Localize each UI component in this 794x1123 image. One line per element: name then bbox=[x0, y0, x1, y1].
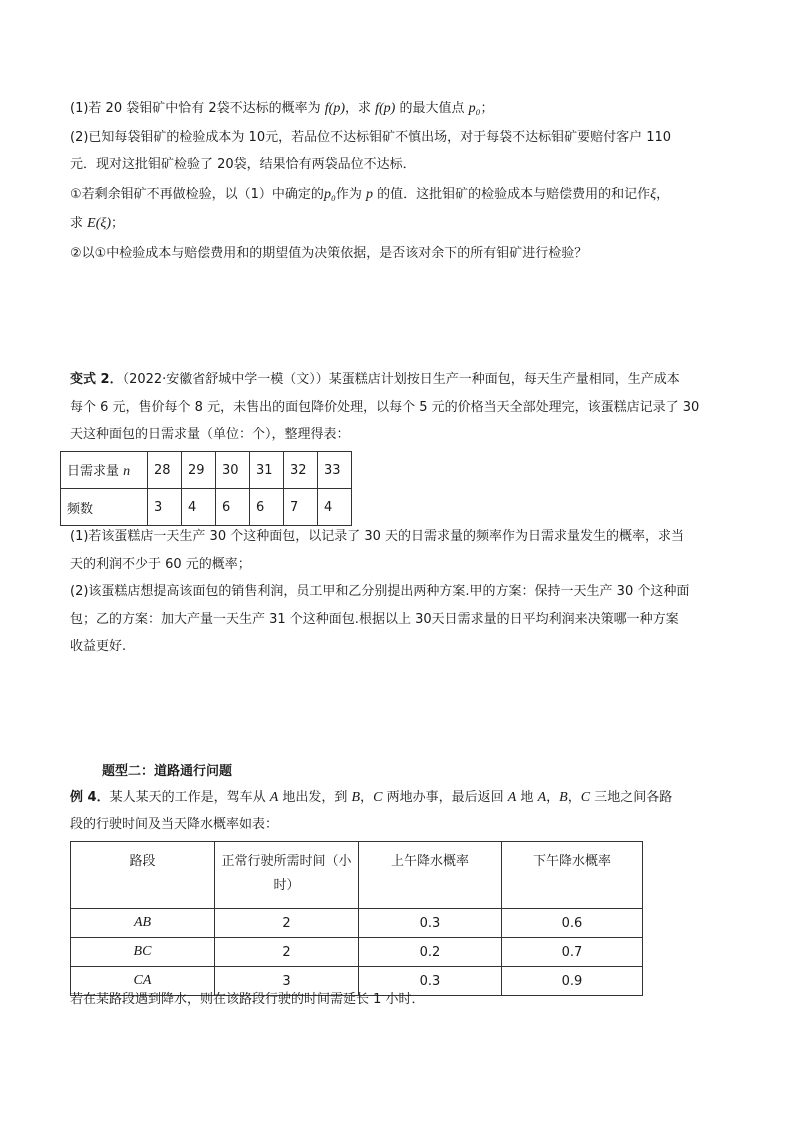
example4-note: 若在某路段遇到降水，则在该路段行驶的时间需延长 1 小时． bbox=[70, 992, 425, 1007]
math-exi: E(ξ) bbox=[87, 216, 112, 231]
text: ①若剩余钼矿不再做检验，以（1）中确定的 bbox=[70, 187, 324, 202]
table-cell: 4 bbox=[318, 489, 352, 526]
math-xi: ξ bbox=[650, 187, 657, 202]
variant2-line2: 每个 6 元，售价每个 8 元，未售出的面包降价处理，以每个 5 元的价格当天全部处理完，该蛋糕店记录了 30 bbox=[70, 400, 700, 415]
text: ； bbox=[480, 101, 494, 116]
math-B: B bbox=[559, 790, 568, 805]
section-heading: 题型二：道路通行问题 bbox=[102, 764, 233, 779]
table-row bbox=[71, 909, 643, 938]
math-B: B bbox=[351, 790, 361, 805]
table-cell: 29 bbox=[182, 452, 216, 489]
problem1-sub2: ②以①中检验成本与赔偿费用和的期望值为决策依据，是否该对余下的所有钼矿进行检验？ bbox=[70, 246, 588, 261]
table-cell: 0.2 bbox=[359, 938, 502, 967]
text: 两地办事，最后返回 bbox=[382, 790, 508, 805]
table-cell: 0.3 bbox=[359, 967, 502, 996]
table-cell: 7 bbox=[284, 489, 318, 526]
example4-line1 bbox=[70, 789, 740, 807]
table-cell: 3 bbox=[215, 967, 359, 996]
text: ， bbox=[656, 187, 670, 202]
header-text: 正常行驶所需时间（小 bbox=[221, 854, 352, 869]
problem1-sub1-line1 bbox=[70, 186, 740, 204]
text: 求 bbox=[70, 216, 88, 231]
table-header-row bbox=[71, 842, 643, 909]
table-cell: 0.9 bbox=[502, 967, 643, 996]
variant2-question1-line1: (1)若该蛋糕店一天生产 30 个这种面包，以记录了 30 天的日需求量的频率作为日需求量发生的概率，求当 bbox=[70, 529, 685, 544]
text: 地 bbox=[516, 790, 538, 805]
table-cell: CA bbox=[71, 967, 215, 996]
math-C: C bbox=[373, 790, 383, 805]
problem1-question1 bbox=[70, 100, 740, 118]
text: 某人某天的工作是，驾车从 bbox=[109, 790, 270, 805]
problem1-sub1-line2 bbox=[70, 215, 740, 233]
table-row bbox=[61, 452, 352, 489]
demand-frequency-table bbox=[60, 451, 352, 526]
variant2-line3: 天这种面包的日需求量（单位：个），整理得表： bbox=[70, 427, 350, 442]
variant2-label: 变式 2． bbox=[70, 372, 123, 387]
table-header-cell: 下午降水概率 bbox=[502, 842, 643, 909]
math-p0: p₀ bbox=[468, 101, 481, 116]
table-cell: BC bbox=[71, 938, 215, 967]
variant2-question2-line2: 包；乙的方案：加大产量一天生产 31 个这种面包.根据以上 30天日需求量的日平均利润来决策哪一种方案 bbox=[70, 612, 679, 627]
table-cell: 30 bbox=[216, 452, 250, 489]
math-A: A bbox=[507, 790, 517, 805]
table-header-cell bbox=[61, 452, 148, 489]
table-cell: 6 bbox=[216, 489, 250, 526]
header-text: 时） bbox=[273, 878, 300, 893]
table-cell: 32 bbox=[284, 452, 318, 489]
table-cell: 0.6 bbox=[502, 909, 643, 938]
variant2-line1 bbox=[70, 371, 740, 389]
math-A: A bbox=[537, 790, 547, 805]
table-cell: 33 bbox=[318, 452, 352, 489]
road-segment-table bbox=[70, 841, 643, 996]
math-n: n bbox=[123, 464, 131, 479]
problem1-question2-line2: 元．现对这批钼矿检验了 20袋，结果恰有两袋品位不达标． bbox=[70, 157, 416, 172]
variant2-question2-line3: 收益更好. bbox=[70, 639, 127, 654]
table-cell: 2 bbox=[215, 938, 359, 967]
text: ，求 bbox=[344, 101, 376, 116]
table-cell: 0.7 bbox=[502, 938, 643, 967]
variant2-question2-line1: (2)该蛋糕店想提高该面包的销售利润，员工甲和乙分别提出两种方案.甲的方案：保持一天生产 30 个这种面 bbox=[70, 584, 690, 599]
table-cell: 6 bbox=[250, 489, 284, 526]
text: ， bbox=[546, 790, 560, 805]
table-header-cell: 路段 bbox=[71, 842, 215, 909]
table-cell: 28 bbox=[148, 452, 182, 489]
math-fp: f(p) bbox=[324, 101, 345, 116]
table-cell: 3 bbox=[148, 489, 182, 526]
table-cell: 2 bbox=[215, 909, 359, 938]
text: （2022·安徽省舒城中学一模（文））某蛋糕店计划按日生产一种面包，每天生产量相同，生产成本 bbox=[122, 372, 680, 387]
table-header-cell bbox=[215, 842, 359, 909]
table-cell: 4 bbox=[182, 489, 216, 526]
text: 作为 bbox=[335, 187, 366, 202]
text: 三地之间各路 bbox=[590, 790, 673, 805]
table-header-cell: 上午降水概率 bbox=[359, 842, 502, 909]
problem1-question2-line1: (2)已知每袋钼矿的检验成本为 10元，若品位不达标钼矿不慎出场，对于每袋不达标钼矿要赔付客户 110 bbox=[70, 130, 672, 145]
text: 地出发，到 bbox=[278, 790, 352, 805]
math-fp: f(p) bbox=[375, 101, 396, 116]
header-text: 日需求量 bbox=[67, 464, 120, 479]
table-cell: AB bbox=[71, 909, 215, 938]
math-p0: p₀ bbox=[323, 187, 336, 202]
text: ； bbox=[111, 216, 125, 231]
table-header-cell: 频数 bbox=[61, 489, 148, 526]
text: ， bbox=[360, 790, 374, 805]
math-C: C bbox=[580, 790, 591, 805]
example4-line2: 段的行驶时间及当天降水概率如表： bbox=[70, 817, 279, 832]
table-row bbox=[71, 938, 643, 967]
math-A: A bbox=[269, 790, 279, 805]
text: ， bbox=[567, 790, 581, 805]
table-cell: 31 bbox=[250, 452, 284, 489]
text: (1)若 20 袋钼矿中恰有 2袋不达标的概率为 bbox=[70, 101, 325, 116]
text: 的值．这批钼矿的检验成本与赔偿费用的和记作 bbox=[372, 187, 651, 202]
variant2-question1-line2: 天的利润不少于 60 元的概率； bbox=[70, 557, 251, 572]
table-cell: 0.3 bbox=[359, 909, 502, 938]
table-row bbox=[61, 489, 352, 526]
math-p: p bbox=[365, 187, 373, 202]
text: 的最大值点 bbox=[395, 101, 469, 116]
example-label: 例 4． bbox=[70, 790, 110, 805]
